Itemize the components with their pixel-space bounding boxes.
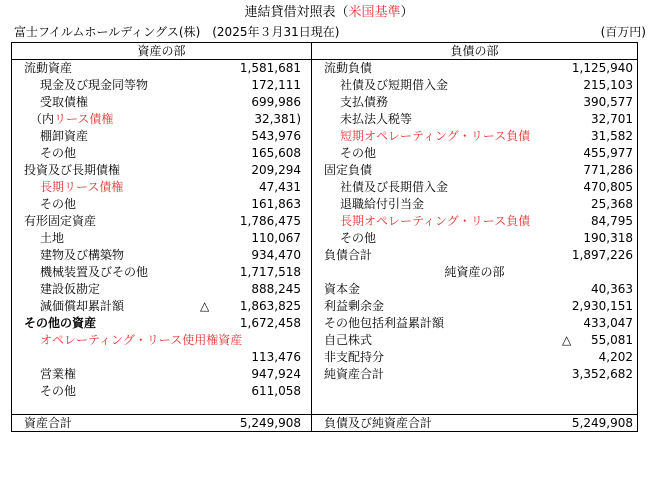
line-item-value: 699,986	[251, 95, 301, 109]
line-item-row	[312, 315, 637, 332]
negative-marker: △	[200, 299, 210, 313]
line-item-label: 退職給付引当金	[340, 197, 425, 211]
line-item-label: オペレーティング・リース使用権資産	[40, 333, 243, 347]
negative-marker: △	[562, 333, 572, 347]
line-item-label: 利益剰余金	[324, 299, 385, 313]
line-item-label: 社債及び長期借入金	[340, 180, 449, 194]
equity-rows	[312, 281, 637, 383]
line-item-value: 771,286	[583, 163, 633, 177]
liabilities-equity-total-row	[312, 414, 637, 431]
line-item-row	[312, 247, 637, 264]
liabilities-equity-total-label: 負債及び純資産合計	[324, 416, 433, 430]
line-item-row	[312, 349, 637, 366]
line-item-value: 1,863,825	[239, 299, 301, 313]
line-item-label: 受取債権	[40, 95, 89, 109]
line-item-row	[12, 179, 311, 196]
line-item-value: 165,608	[251, 146, 301, 160]
line-item-row	[12, 213, 311, 230]
line-item-value: 172,111	[251, 78, 301, 92]
line-item-row	[12, 77, 311, 94]
line-item-row	[12, 111, 311, 128]
line-item-label: 資本金	[324, 282, 361, 296]
line-item-row	[312, 281, 637, 298]
equity-header-label: 純資産の部	[444, 265, 505, 279]
line-item-label: 支払債務	[340, 95, 389, 109]
line-item-label: 流動資産	[24, 61, 73, 75]
line-item-label: 建物及び構築物	[40, 248, 125, 262]
line-item-label	[30, 111, 113, 128]
line-item-value: 84,795	[591, 214, 633, 228]
liabilities-rows	[312, 60, 637, 264]
statement-title	[0, 4, 658, 22]
line-item-label: 有形固定資産	[24, 214, 97, 228]
line-item-label: その他	[340, 231, 377, 245]
line-item-row	[312, 196, 637, 213]
line-item-label: 未払法人税等	[340, 112, 413, 126]
liabilities-column	[312, 43, 637, 431]
line-item-row	[12, 145, 311, 162]
line-item-value: 1,125,940	[571, 61, 633, 75]
line-item-value: 390,577	[583, 95, 633, 109]
label-highlight: リース債権	[54, 112, 114, 126]
line-item-value: 1,581,681	[239, 61, 301, 75]
line-item-row	[312, 145, 637, 162]
title-text: 連結貸借対照表（	[244, 5, 349, 20]
title-highlight: 米国基準	[348, 5, 401, 20]
line-item-value: 3,352,682	[571, 367, 633, 381]
line-item-label: 非支配持分	[324, 350, 385, 364]
line-item-label: 土地	[40, 231, 65, 245]
assets-total-row	[12, 414, 311, 431]
line-item-row	[12, 264, 311, 281]
line-item-label: 純資産合計	[324, 367, 385, 381]
company-period: 富士フイルムホールディングス(株) (2025年３月31日現在)	[14, 25, 340, 39]
line-item-label: 棚卸資産	[40, 129, 89, 143]
line-item-value: 31,582	[591, 129, 633, 143]
assets-total-label: 資産合計	[24, 416, 73, 430]
line-item-row	[12, 247, 311, 264]
line-item-value: 32,701	[591, 112, 633, 126]
line-item-value: 455,977	[583, 146, 633, 160]
line-item-row	[312, 94, 637, 111]
line-item-value: 40,363	[591, 282, 633, 296]
unit-label: (百万円)	[600, 25, 646, 39]
line-item-label: 長期オペレーティング・リース負債	[340, 214, 531, 228]
line-item-value: 190,318	[583, 231, 633, 245]
line-item-value: 543,976	[251, 129, 301, 143]
line-item-row	[312, 213, 637, 230]
line-item-value: 1,897,226	[571, 248, 633, 262]
line-item-value: 113,476	[251, 350, 301, 364]
line-item-label: 負債合計	[324, 248, 373, 262]
line-item-value: 1,672,458	[239, 316, 301, 330]
line-item-label: その他	[40, 384, 77, 398]
assets-header: 資産の部	[12, 43, 311, 60]
line-item-label: 流動負債	[324, 61, 373, 75]
line-item-value: 947,924	[251, 367, 301, 381]
line-item-label: 社債及び短期借入金	[340, 78, 449, 92]
line-item-row	[12, 94, 311, 111]
line-item-label: 機械装置及びその他	[40, 265, 149, 279]
assets-column	[12, 43, 311, 431]
line-item-label: その他	[40, 146, 77, 160]
line-item-label: 投資及び長期債権	[24, 163, 121, 177]
line-item-row	[12, 281, 311, 298]
line-item-row	[12, 315, 311, 332]
line-item-label: その他	[40, 197, 77, 211]
line-item-value: 110,067	[251, 231, 301, 245]
line-item-row	[12, 128, 311, 145]
line-item-label: 現金及び現金同等物	[40, 78, 149, 92]
line-item-label: 長期リース債権	[40, 180, 124, 194]
line-item-row	[12, 298, 311, 315]
line-item-row	[312, 111, 637, 128]
line-item-value: 1,786,475	[239, 214, 301, 228]
title-close: ）	[400, 5, 414, 20]
line-item-row	[12, 383, 311, 400]
line-item-value: 209,294	[251, 163, 301, 177]
line-item-label: その他	[340, 146, 377, 160]
line-item-row	[312, 162, 637, 179]
line-item-label: 減価償却累計額	[40, 299, 125, 313]
line-item-row	[312, 298, 637, 315]
line-item-row	[312, 366, 637, 383]
line-item-value: 470,805	[583, 180, 633, 194]
line-item-row	[12, 349, 311, 366]
line-item-value: 934,470	[251, 248, 301, 262]
line-item-value: 433,047	[583, 316, 633, 330]
line-item-value: 4,202	[598, 350, 633, 364]
line-item-value: 32,381)	[254, 112, 301, 126]
line-item-label: 自己株式	[324, 333, 373, 347]
line-item-row	[312, 77, 637, 94]
line-item-value: 25,368	[591, 197, 633, 211]
line-item-value: 1,717,518	[239, 265, 301, 279]
line-item-row	[12, 162, 311, 179]
line-item-value: 215,103	[583, 78, 633, 92]
line-item-row	[12, 230, 311, 247]
line-item-row	[312, 332, 637, 349]
line-item-row	[312, 230, 637, 247]
line-item-row	[12, 366, 311, 383]
line-item-row	[12, 196, 311, 213]
line-item-value: 611,058	[251, 384, 301, 398]
line-item-label: 建設仮勘定	[40, 282, 101, 296]
assets-total-value: 5,249,908	[239, 416, 301, 430]
line-item-row	[312, 60, 637, 77]
line-item-label: 短期オペレーティング・リース負債	[340, 129, 531, 143]
line-item-value: 47,431	[259, 180, 301, 194]
balance-sheet-table	[11, 42, 638, 432]
line-item-label: 固定負債	[324, 163, 373, 177]
line-item-row	[312, 179, 637, 196]
equity-header	[312, 264, 637, 281]
line-item-value: 55,081	[591, 333, 633, 347]
line-item-label: その他包括利益累計額	[324, 316, 445, 330]
assets-rows	[12, 60, 311, 400]
line-item-label: 営業権	[40, 367, 77, 381]
line-item-value: 888,245	[251, 282, 301, 296]
label-prefix: （内	[30, 112, 55, 126]
line-item-value: 2,930,151	[571, 299, 633, 313]
liabilities-header: 負債の部	[312, 43, 637, 60]
liabilities-equity-total-value: 5,249,908	[571, 416, 633, 430]
line-item-label: その他の資産	[24, 316, 97, 330]
line-item-row	[12, 332, 311, 349]
line-item-value: 161,863	[251, 197, 301, 211]
line-item-row	[12, 60, 311, 77]
line-item-row	[312, 128, 637, 145]
